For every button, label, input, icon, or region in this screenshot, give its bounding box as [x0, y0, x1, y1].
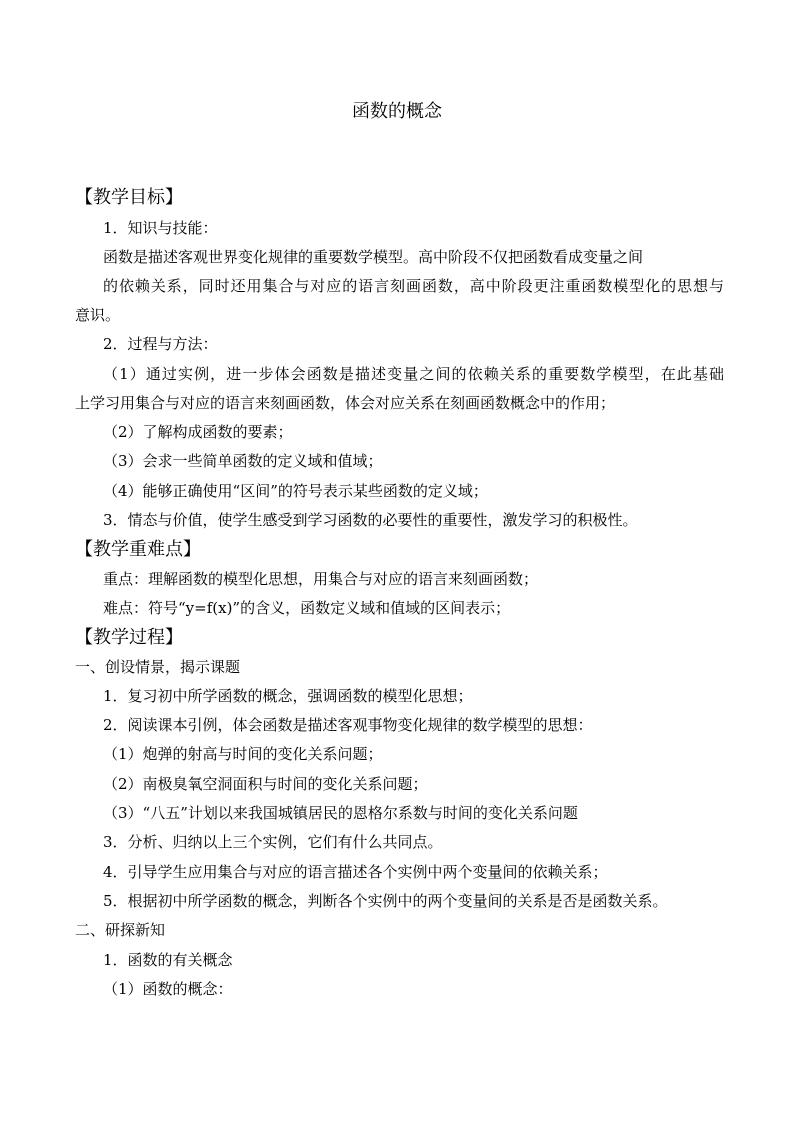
paragraph: （4）能够正确使用“区间”的符号表示某些函数的定义域；	[103, 482, 488, 500]
paragraph: 一、创设情景，揭示课题	[75, 658, 241, 676]
paragraph: 重点：理解函数的模型化思想，用集合与对应的语言来刻画函数；	[103, 570, 539, 588]
paragraph: 函数是描述客观世界变化规律的重要数学模型。高中阶段不仅把函数看成变量之间	[103, 248, 644, 266]
paragraph: （2）南极臭氧空洞面积与时间的变化关系问题；	[103, 775, 428, 793]
paragraph: 2．阅读课本引例，体会函数是描述客观事物变化规律的数学模型的思想：	[103, 716, 593, 734]
paragraph: 5．根据初中所学函数的概念，判断各个实例中的两个变量间的关系是否是函数关系。	[103, 892, 668, 910]
paragraph: 意识。	[75, 306, 121, 324]
paragraph: （1）函数的概念：	[103, 980, 233, 998]
paragraph: 1．知识与技能：	[103, 219, 218, 237]
section-heading-objectives: 【教学目标】	[75, 187, 183, 208]
document-title: 函数的概念	[352, 101, 442, 122]
paragraph: （1）炮弹的射高与时间的变化关系问题；	[103, 745, 383, 763]
paragraph: 的依赖关系，同时还用集合与对应的语言刻画函数，高中阶段更注重函数模型化的思想与	[103, 277, 724, 295]
section-heading-process: 【教学过程】	[75, 627, 183, 648]
paragraph: 2．过程与方法：	[103, 335, 218, 353]
paragraph: （3）“八五”计划以来我国城镇居民的恩格尔系数与时间的变化关系问题	[103, 804, 578, 822]
paragraph: （1）通过实例，进一步体会函数是描述变量之间的依赖关系的重要数学模型，在此基础	[103, 365, 724, 383]
paragraph: 上学习用集合与对应的语言来刻画函数，体会对应关系在刻画函数概念中的作用；	[75, 394, 616, 412]
section-heading-key-points: 【教学重难点】	[75, 539, 201, 560]
paragraph: 3．分析、归纳以上三个实例，它们有什么共同点。	[103, 833, 443, 851]
paragraph: 1．复习初中所学函数的概念，强调函数的模型化思想；	[103, 687, 473, 705]
paragraph: 二、研探新知	[75, 921, 166, 939]
paragraph: 难点：符号“y=f(x)”的含义，函数定义域和值域的区间表示；	[103, 599, 511, 617]
paragraph: （2）了解构成函数的要素；	[103, 423, 293, 441]
paragraph: 1．函数的有关概念	[103, 951, 233, 969]
paragraph: 3．情态与价值，使学生感受到学习函数的必要性的重要性，激发学习的积极性。	[103, 511, 638, 529]
paragraph: 4．引导学生应用集合与对应的语言描述各个实例中两个变量间的依赖关系；	[103, 863, 608, 881]
paragraph: （3）会求一些简单函数的定义域和值域；	[103, 452, 383, 470]
